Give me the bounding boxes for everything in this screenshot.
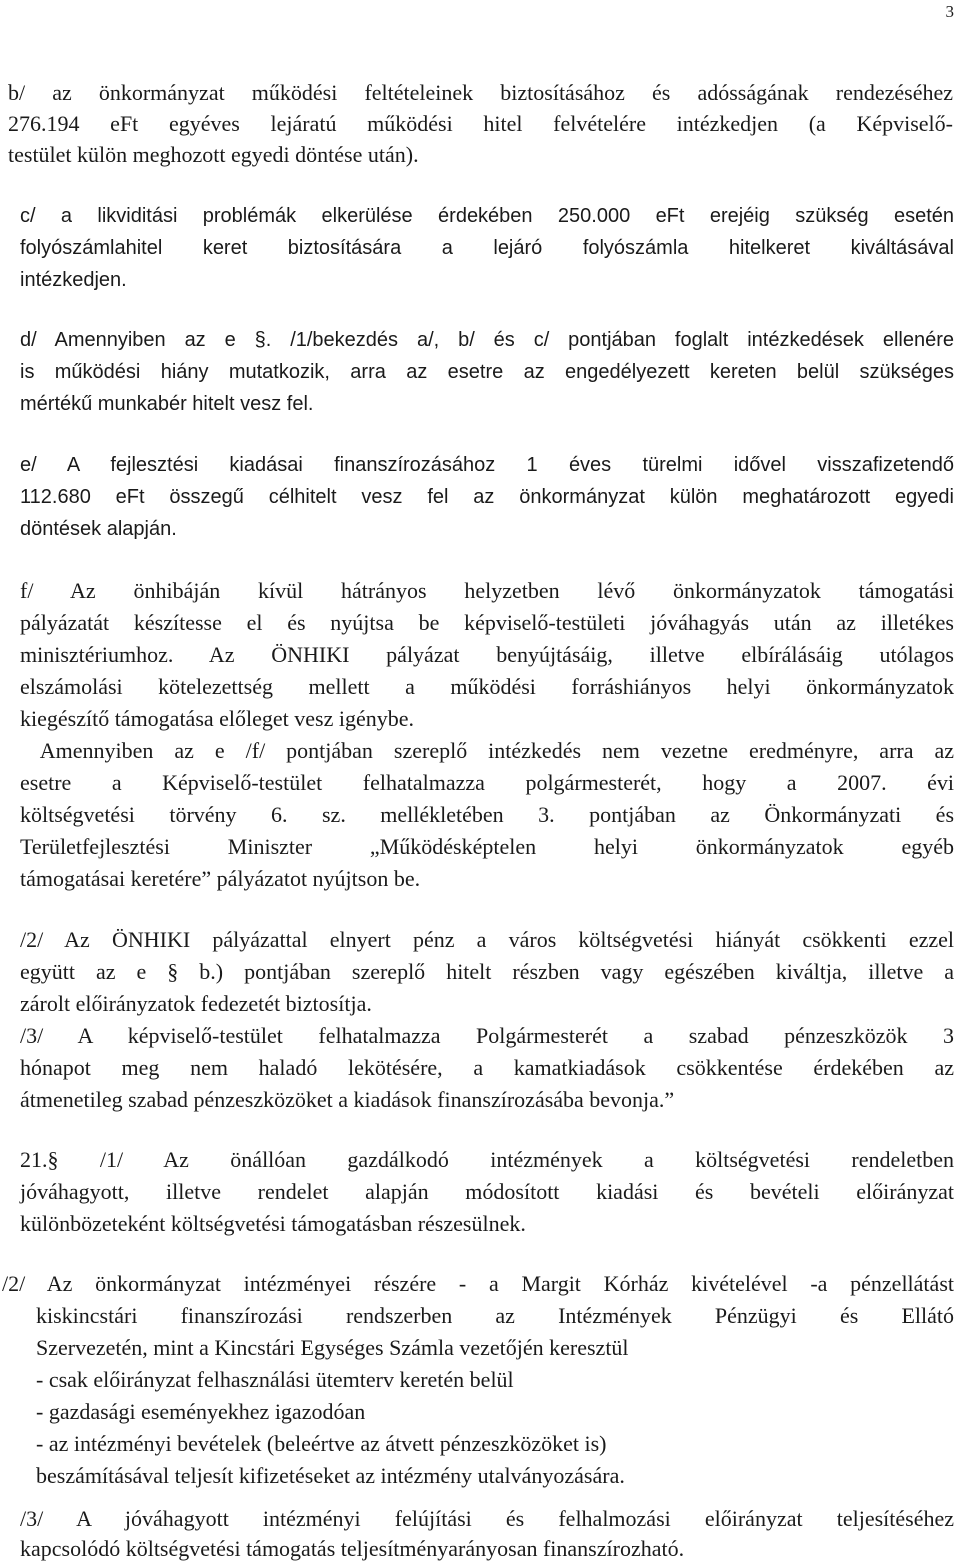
text-line: különbözeteként költségvetési támogatásban részesülnek. — [20, 1211, 526, 1236]
text-line: d/ Amennyiben az e §. /1/bekezdés a/, b/ és c/ pontjában foglalt intézkedések ellenére — [20, 329, 954, 351]
text-line: 112.680 eFt összegű célhitelt vesz fel az önkormányzat külön meghatározott egyedi — [20, 486, 954, 508]
text-line: /2/ Az önkormányzat intézményei részére - a Margit Kórház kivételével -a pénzellátást — [2, 1271, 954, 1296]
text-line: /3/ A jóváhagyott intézményi felújítási és felhalmozási előirányzat teljesítéséhez — [20, 1506, 954, 1531]
text-line: e/ A fejlesztési kiadásai finanszírozásához 1 éves türelmi idővel visszafizetendő — [20, 454, 954, 476]
text-line: zárolt előirányzatok fedezetét biztosítja. — [20, 991, 372, 1016]
text-line: f/ Az önhibáján kívül hátrányos helyzetben lévő önkormányzatok támogatási — [20, 578, 954, 603]
text-line: 21.§ /1/ Az önállóan gazdálkodó intézmények a költségvetési rendeletben — [20, 1147, 954, 1172]
text-line: minisztériumhoz. Az ÖNHIKI pályázat benyújtásáig, illetve elbírálásáig utólagos — [20, 642, 954, 667]
text-line: költségvetési törvény 6. sz. mellékletében 3. pontjában az Önkormányzati és — [20, 802, 954, 827]
text-line: döntések alapján. — [20, 518, 177, 540]
text-line: - csak előirányzat felhasználási ütemterv keretén belül — [36, 1367, 514, 1392]
text-line: jóváhagyott, illetve rendelet alapján módosított kiadási és bevételi előirányzat — [20, 1179, 954, 1204]
text-line: - gazdasági eseményekhez igazodóan — [36, 1399, 366, 1424]
text-line: hónapot meg nem haladó lekötésére, a kamatkiadások csökkentése érdekében az — [20, 1055, 954, 1080]
text-line: Amennyiben az e /f/ pontjában szereplő intézkedés nem vezetne eredményre, arra az — [20, 738, 954, 763]
text-line: b/ az önkormányzat működési feltételeinek biztosításához és adósságának rendezéséhez — [8, 80, 953, 105]
page-number: 3 — [945, 2, 954, 21]
text-line: - az intézményi bevételek (beleértve az átvett pénzeszközöket is) — [36, 1431, 607, 1456]
text-line: átmenetileg szabad pénzeszközöket a kiadások finanszírozásába bevonja.” — [20, 1087, 675, 1112]
text-line: is működési hiány mutatkozik, arra az esetre az engedélyezett kereten belül szükséges — [20, 361, 954, 383]
text-line: testület külön meghozott egyedi döntése után). — [8, 142, 419, 167]
text-line: együtt az e § b.) pontjában szereplő hitelt részben vagy egészében kiváltja, illetve a — [20, 959, 954, 984]
text-line: kapcsolódó költségvetési támogatás teljesítményarányosan finanszírozható. — [20, 1536, 685, 1561]
text-line: /2/ Az ÖNHIKI pályázattal elnyert pénz a város költségvetési hiányát csökkenti ezzel — [20, 927, 954, 952]
text-line: /3/ A képviselő-testület felhatalmazza Polgármesterét a szabad pénzeszközök 3 — [20, 1023, 954, 1048]
text-line: folyószámlahitel keret biztosítására a lejáró folyószámla hitelkeret kiváltásával — [20, 237, 954, 259]
text-line: Szervezetén, mint a Kincstári Egységes Számla vezetőjén keresztül — [36, 1335, 629, 1360]
text-line: kiskincstári finanszírozási rendszerben az Intézmények Pénzügyi és Ellátó — [36, 1303, 954, 1328]
text-line: pályázatát készítesse el és nyújtsa be képviselő-testületi jóváhagyás után az illetékes — [20, 610, 954, 635]
text-line: mértékű munkabér hitelt vesz fel. — [20, 393, 314, 415]
text-line: beszámításával teljesít kifizetéseket az intézmény utalványozására. — [36, 1463, 625, 1488]
text-line: intézkedjen. — [20, 269, 127, 291]
text-line: 276.194 eFt egyéves lejáratú működési hitel felvételére intézkedjen (a Képviselő- — [8, 111, 953, 136]
text-line: c/ a likviditási problémák elkerülése érdekében 250.000 eFt erejéig szükség esetén — [20, 205, 954, 227]
text-line: Területfejlesztési Miniszter „Működésképtelen helyi önkormányzatok egyéb — [20, 834, 954, 859]
text-line: esetre a Képviselő-testület felhatalmazza polgármesterét, hogy a 2007. évi — [20, 770, 954, 795]
text-line: elszámolási kötelezettség mellett a működési forráshiányos helyi önkormányzatok — [20, 674, 954, 699]
text-line: támogatásai keretére” pályázatot nyújtson be. — [20, 866, 421, 891]
text-line: kiegészítő támogatása előleget vesz igénybe. — [20, 706, 415, 731]
